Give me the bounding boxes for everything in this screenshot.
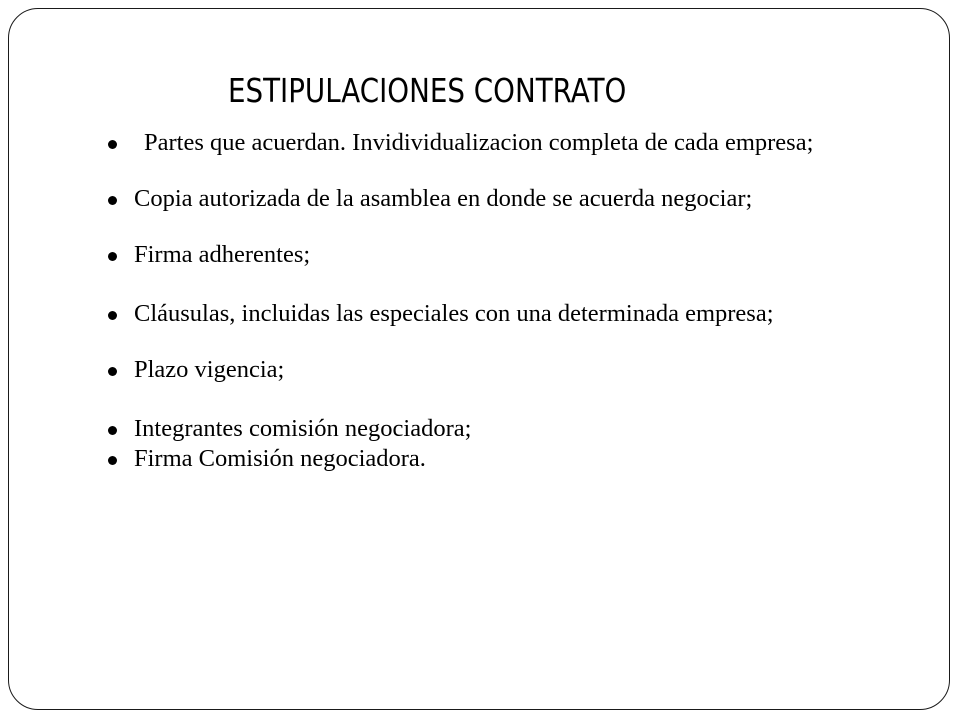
bullet-item-member-signatures: [104, 240, 904, 270]
bullet-text: Plazo vigencia;: [134, 356, 285, 383]
bullet-item-validity-term: [104, 355, 904, 385]
bullet-item-clauses: [104, 299, 904, 329]
bullet-list: [104, 128, 904, 474]
bullet-text: Copia autorizada de la asamblea en donde se acuerda negociar;: [134, 185, 753, 212]
slide-title: ESTIPULACIONES CONTRATO: [228, 71, 627, 110]
bullet-text: Integrantes comisión negociadora;: [134, 415, 472, 442]
bullet-item-committee-signature: [104, 444, 904, 474]
bullet-item-authorized-copy: [104, 184, 904, 214]
bullet-text: Cláusulas, incluidas las especiales con una determinada empresa;: [134, 300, 774, 327]
bullet-item-committee-members: [104, 414, 904, 444]
bullet-text: Partes que acuerdan. Invidividualizacion completa de cada empresa;: [144, 129, 814, 156]
bullet-text: Firma Comisión negociadora.: [134, 445, 426, 472]
bullet-text: Firma adherentes;: [134, 241, 311, 268]
bullet-item-parties: [104, 128, 904, 158]
